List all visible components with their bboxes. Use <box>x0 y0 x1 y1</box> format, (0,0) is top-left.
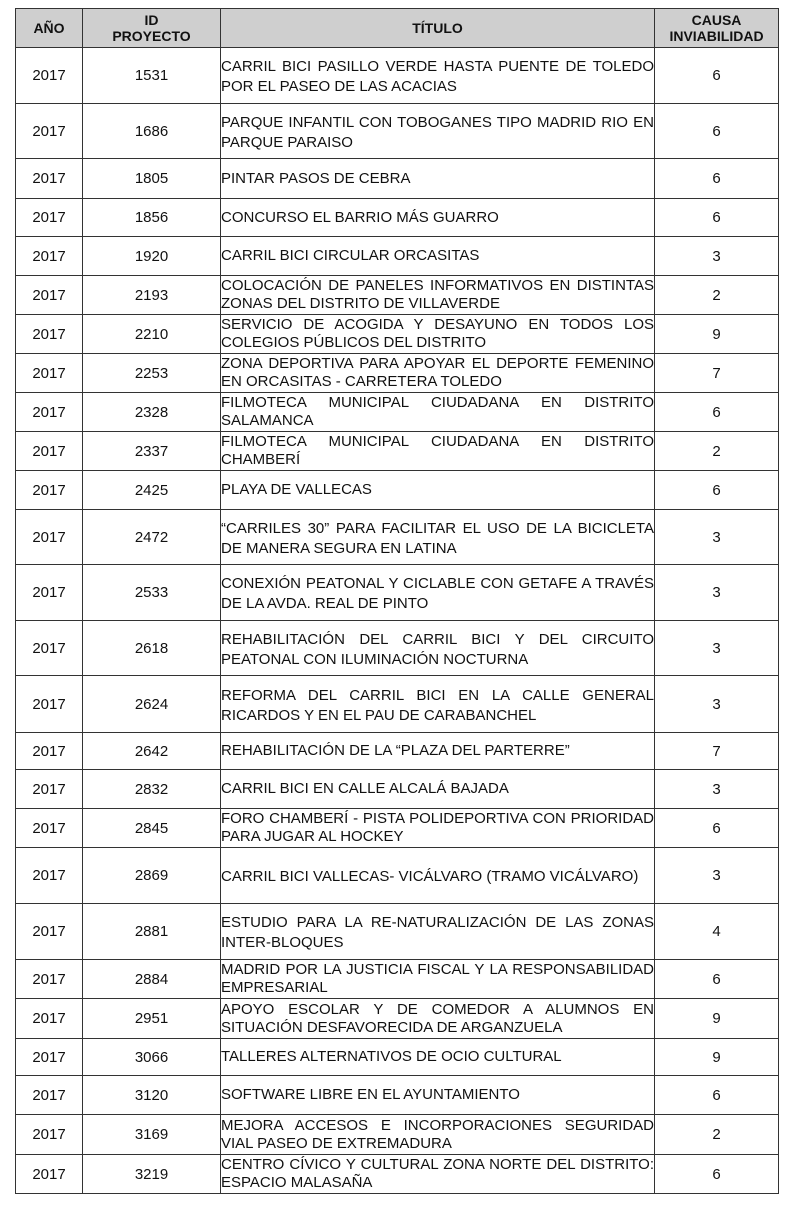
cell-causa: 6 <box>655 159 779 199</box>
cell-year: 2017 <box>16 565 83 621</box>
cell-causa: 3 <box>655 848 779 904</box>
header-id: ID PROYECTO <box>83 9 221 48</box>
cell-year: 2017 <box>16 104 83 159</box>
table-row <box>16 1155 779 1194</box>
cell-id: 2881 <box>83 904 221 960</box>
cell-id: 2624 <box>83 676 221 733</box>
cell-year: 2017 <box>16 48 83 104</box>
cell-id: 2328 <box>83 393 221 432</box>
cell-causa: 6 <box>655 104 779 159</box>
cell-causa: 9 <box>655 999 779 1039</box>
cell-title: PINTAR PASOS DE CEBRA <box>221 159 655 199</box>
table-row <box>16 393 779 432</box>
cell-causa: 2 <box>655 432 779 471</box>
cell-causa: 6 <box>655 960 779 999</box>
cell-year: 2017 <box>16 848 83 904</box>
cell-causa: 2 <box>655 1115 779 1155</box>
table-row <box>16 510 779 565</box>
cell-title: CENTRO CÍVICO Y CULTURAL ZONA NORTE DEL DISTRITO: ESPACIO MALASAÑA <box>221 1155 655 1194</box>
table-row <box>16 199 779 237</box>
projects-table <box>15 8 779 1194</box>
cell-title: ESTUDIO PARA LA RE-NATURALIZACIÓN DE LAS ZONAS INTER-BLOQUES <box>221 904 655 960</box>
cell-title: CARRIL BICI VALLECAS- VICÁLVARO (TRAMO VICÁLVARO) <box>221 848 655 904</box>
cell-title: REFORMA DEL CARRIL BICI EN LA CALLE GENERAL RICARDOS Y EN EL PAU DE CARABANCHEL <box>221 676 655 733</box>
cell-title: COLOCACIÓN DE PANELES INFORMATIVOS EN DISTINTAS ZONAS DEL DISTRITO DE VILLAVERDE <box>221 276 655 315</box>
cell-year: 2017 <box>16 432 83 471</box>
cell-causa: 6 <box>655 471 779 510</box>
cell-year: 2017 <box>16 276 83 315</box>
table-row <box>16 1039 779 1076</box>
table-row <box>16 1076 779 1115</box>
cell-causa: 6 <box>655 48 779 104</box>
cell-year: 2017 <box>16 1155 83 1194</box>
cell-year: 2017 <box>16 471 83 510</box>
cell-id: 1686 <box>83 104 221 159</box>
cell-year: 2017 <box>16 770 83 809</box>
table-row <box>16 960 779 999</box>
cell-title: ZONA DEPORTIVA PARA APOYAR EL DEPORTE FEMENINO EN ORCASITAS - CARRETERA TOLEDO <box>221 354 655 393</box>
cell-year: 2017 <box>16 809 83 848</box>
table-row <box>16 104 779 159</box>
table-row <box>16 159 779 199</box>
cell-year: 2017 <box>16 621 83 676</box>
cell-id: 3120 <box>83 1076 221 1115</box>
cell-year: 2017 <box>16 999 83 1039</box>
table-row <box>16 565 779 621</box>
cell-causa: 6 <box>655 809 779 848</box>
cell-id: 2533 <box>83 565 221 621</box>
cell-year: 2017 <box>16 676 83 733</box>
cell-title: PARQUE INFANTIL CON TOBOGANES TIPO MADRID RIO EN PARQUE PARAISO <box>221 104 655 159</box>
cell-causa: 3 <box>655 565 779 621</box>
cell-id: 2884 <box>83 960 221 999</box>
cell-id: 2642 <box>83 733 221 770</box>
cell-id: 2210 <box>83 315 221 354</box>
table-row <box>16 904 779 960</box>
cell-id: 1920 <box>83 237 221 276</box>
cell-title: APOYO ESCOLAR Y DE COMEDOR A ALUMNOS EN SITUACIÓN DESFAVORECIDA DE ARGANZUELA <box>221 999 655 1039</box>
cell-causa: 3 <box>655 770 779 809</box>
cell-title: CARRIL BICI PASILLO VERDE HASTA PUENTE DE TOLEDO POR EL PASEO DE LAS ACACIAS <box>221 48 655 104</box>
table-row <box>16 848 779 904</box>
table-row <box>16 676 779 733</box>
cell-id: 3219 <box>83 1155 221 1194</box>
cell-title: FORO CHAMBERÍ - PISTA POLIDEPORTIVA CON PRIORIDAD PARA JUGAR AL HOCKEY <box>221 809 655 848</box>
cell-causa: 3 <box>655 237 779 276</box>
cell-id: 2193 <box>83 276 221 315</box>
cell-title: TALLERES ALTERNATIVOS DE OCIO CULTURAL <box>221 1039 655 1076</box>
cell-year: 2017 <box>16 1115 83 1155</box>
cell-id: 2472 <box>83 510 221 565</box>
cell-id: 2951 <box>83 999 221 1039</box>
cell-title: “CARRILES 30” PARA FACILITAR EL USO DE LA BICICLETA DE MANERA SEGURA EN LATINA <box>221 510 655 565</box>
header-year: AÑO <box>16 9 83 48</box>
cell-title: FILMOTECA MUNICIPAL CIUDADANA EN DISTRITO CHAMBERÍ <box>221 432 655 471</box>
cell-title: SOFTWARE LIBRE EN EL AYUNTAMIENTO <box>221 1076 655 1115</box>
cell-year: 2017 <box>16 733 83 770</box>
cell-causa: 6 <box>655 393 779 432</box>
table-row <box>16 621 779 676</box>
table-row <box>16 276 779 315</box>
cell-causa: 6 <box>655 199 779 237</box>
table-row <box>16 999 779 1039</box>
cell-title: CARRIL BICI CIRCULAR ORCASITAS <box>221 237 655 276</box>
header-row <box>16 9 779 48</box>
cell-id: 3169 <box>83 1115 221 1155</box>
cell-causa: 3 <box>655 621 779 676</box>
cell-title: MADRID POR LA JUSTICIA FISCAL Y LA RESPONSABILIDAD EMPRESARIAL <box>221 960 655 999</box>
cell-causa: 2 <box>655 276 779 315</box>
cell-causa: 6 <box>655 1155 779 1194</box>
cell-id: 1805 <box>83 159 221 199</box>
cell-year: 2017 <box>16 960 83 999</box>
cell-causa: 9 <box>655 315 779 354</box>
cell-title: SERVICIO DE ACOGIDA Y DESAYUNO EN TODOS LOS COLEGIOS PÚBLICOS DEL DISTRITO <box>221 315 655 354</box>
cell-title: CONEXIÓN PEATONAL Y CICLABLE CON GETAFE A TRAVÉS DE LA AVDA. REAL DE PINTO <box>221 565 655 621</box>
cell-id: 3066 <box>83 1039 221 1076</box>
table-row <box>16 432 779 471</box>
cell-year: 2017 <box>16 1039 83 1076</box>
cell-id: 2253 <box>83 354 221 393</box>
cell-title: MEJORA ACCESOS E INCORPORACIONES SEGURIDAD VIAL PASEO DE EXTREMADURA <box>221 1115 655 1155</box>
cell-year: 2017 <box>16 159 83 199</box>
cell-causa: 9 <box>655 1039 779 1076</box>
cell-year: 2017 <box>16 1076 83 1115</box>
cell-causa: 3 <box>655 510 779 565</box>
table-row <box>16 315 779 354</box>
cell-id: 1856 <box>83 199 221 237</box>
table-row <box>16 48 779 104</box>
cell-title: PLAYA DE VALLECAS <box>221 471 655 510</box>
cell-id: 2832 <box>83 770 221 809</box>
table-row <box>16 237 779 276</box>
cell-id: 2337 <box>83 432 221 471</box>
cell-id: 2845 <box>83 809 221 848</box>
cell-title: FILMOTECA MUNICIPAL CIUDADANA EN DISTRITO SALAMANCA <box>221 393 655 432</box>
cell-id: 2618 <box>83 621 221 676</box>
table-row <box>16 354 779 393</box>
cell-year: 2017 <box>16 315 83 354</box>
cell-year: 2017 <box>16 199 83 237</box>
cell-year: 2017 <box>16 354 83 393</box>
header-causa: CAUSA INVIABILIDAD <box>655 9 779 48</box>
cell-causa: 3 <box>655 676 779 733</box>
cell-causa: 7 <box>655 354 779 393</box>
cell-id: 1531 <box>83 48 221 104</box>
cell-causa: 6 <box>655 1076 779 1115</box>
cell-title: REHABILITACIÓN DE LA “PLAZA DEL PARTERRE” <box>221 733 655 770</box>
cell-year: 2017 <box>16 237 83 276</box>
table-row <box>16 809 779 848</box>
header-title: TÍTULO <box>221 9 655 48</box>
table-row <box>16 733 779 770</box>
table-row <box>16 1115 779 1155</box>
cell-title: CARRIL BICI EN CALLE ALCALÁ BAJADA <box>221 770 655 809</box>
cell-id: 2425 <box>83 471 221 510</box>
cell-year: 2017 <box>16 510 83 565</box>
cell-year: 2017 <box>16 904 83 960</box>
cell-id: 2869 <box>83 848 221 904</box>
cell-title: CONCURSO EL BARRIO MÁS GUARRO <box>221 199 655 237</box>
table-row <box>16 770 779 809</box>
cell-causa: 4 <box>655 904 779 960</box>
cell-causa: 7 <box>655 733 779 770</box>
cell-year: 2017 <box>16 393 83 432</box>
cell-title: REHABILITACIÓN DEL CARRIL BICI Y DEL CIRCUITO PEATONAL CON ILUMINACIÓN NOCTURNA <box>221 621 655 676</box>
table-row <box>16 471 779 510</box>
